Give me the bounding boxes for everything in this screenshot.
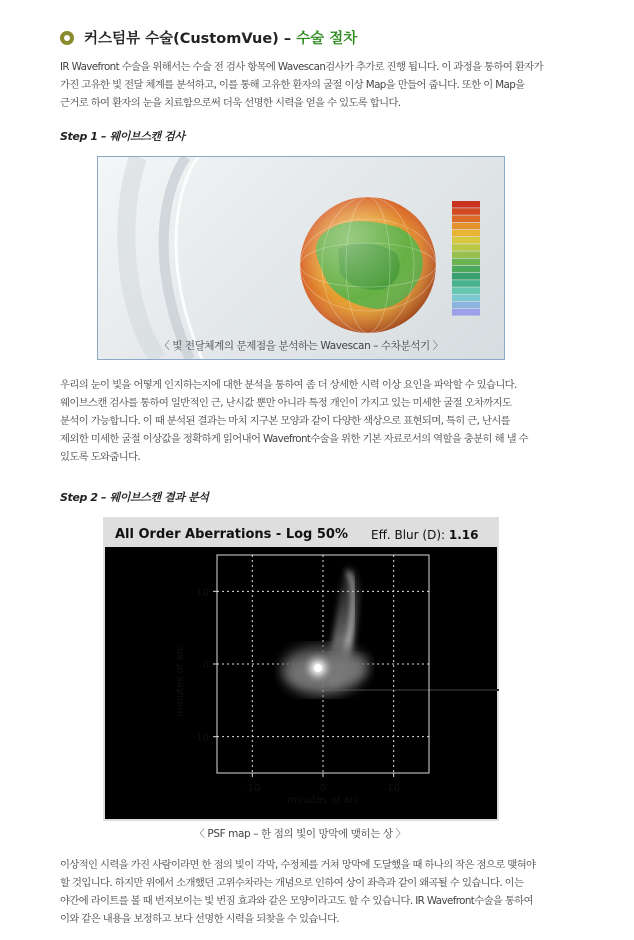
analysis-line: 있도록 도와줍니다. <box>60 451 141 463</box>
legend-swatch <box>452 244 480 251</box>
legend-swatch <box>452 223 480 230</box>
legend-swatch <box>452 259 480 266</box>
legend-swatch <box>452 302 480 309</box>
conclusion-line: 할 것입니다. 하지만 위에서 소개했던 고위수차라는 개념으로 인하여 상이 좌측과 같이 왜곡될 수 있습니다. 이는 <box>60 877 524 889</box>
conclusion-line: 이상적인 시력을 가진 사람이라면 한 점의 빛이 각막, 수정체를 거쳐 망막에 도달했을 때 하나의 작은 점으로 맺혀야 <box>60 859 536 871</box>
legend-swatch <box>452 295 480 302</box>
title-main: 커스텀뷰 수술(CustomVue) – <box>84 31 297 47</box>
intro-paragraph <box>60 58 548 112</box>
psf-plot <box>103 517 499 821</box>
y-axis-label: minutes of arc <box>175 645 186 717</box>
x-tick-label: 0 <box>319 783 327 794</box>
psf-caption: 〈 PSF map – 한 점의 빛이 망막에 맺히는 상 〉 <box>194 828 406 840</box>
legend-swatch <box>452 251 480 258</box>
conclusion-line: 이와 같은 내용을 보정하고 보다 선명한 시력을 되찾을 수 있습니다. <box>60 913 340 925</box>
analysis-line: 웨이브스캔 검사를 통하여 일반적인 근, 난시값 뿐만 아니라 특정 개인이 가지고 있는 미세한 굴절 오차까지도 <box>60 397 512 409</box>
legend-swatch <box>452 280 480 287</box>
legend-swatch <box>452 230 480 237</box>
analysis-line: 분석이 가능합니다. 이 때 분석된 결과는 마치 지구본 모양과 같이 다양한 색상으로 표현되며, 특히 근, 난시를 <box>60 415 511 427</box>
legend-swatch <box>452 287 480 294</box>
intro-line: IR Wavefront 수술을 위해서는 수술 전 검사 항목에 Wavescan검사가 추가로 진행 됩니다. 이 과정을 통하여 환자가 <box>60 61 543 73</box>
psf-peak-core <box>314 664 322 672</box>
y-tick-label: -10 <box>192 732 209 744</box>
wavescan-illustration <box>98 157 504 359</box>
y-tick-label: 10 <box>196 587 209 599</box>
conclusion-line: 야간에 라이트를 볼 때 번져보이는 빛 번짐 효과와 같은 모양이라고도 할 수 있습니다. IR Wavefront수술을 통하여 <box>60 895 533 907</box>
legend-swatch <box>452 237 480 244</box>
chart-title: All Order Aberrations - Log 50% <box>115 527 349 542</box>
title-highlight: 수술 절차 <box>296 31 358 47</box>
legend-swatch <box>452 273 480 280</box>
x-tick-label: 10 <box>387 783 401 794</box>
color-scale-legend <box>452 201 480 316</box>
eff-blur-value: 1.16 <box>448 528 479 542</box>
conclusion-paragraph <box>60 856 548 928</box>
eff-blur-label: Eff. Blur (D): <box>371 528 446 542</box>
legend-swatch <box>452 201 480 208</box>
intro-line: 가진 고유한 빛 전달 체계를 분석하고, 이를 통해 고유한 환자의 굴절 이상 Map을 만들어 줍니다. 또한 이 Map을 <box>60 79 525 91</box>
x-axis-label: minutes of arc <box>287 795 359 806</box>
intro-line: 근거로 하여 환자의 눈을 치료함으로써 더욱 선명한 시력을 얻을 수 있도록 합니다. <box>60 97 401 109</box>
step1-heading: Step 1 – 웨이브스캔 검사 <box>60 130 185 143</box>
wavescan-caption: 〈 빛 전달체계의 문제점을 분석하는 Wavescan – 수차분석기 〉 <box>159 340 443 352</box>
legend-swatch <box>452 208 480 215</box>
x-tick-label: -10 <box>244 783 261 794</box>
legend-swatch <box>452 266 480 273</box>
bullet-icon <box>60 31 74 45</box>
psf-map-figure <box>103 517 499 821</box>
analysis-paragraph <box>60 376 548 466</box>
legend-swatch <box>452 309 480 316</box>
analysis-line: 우리의 눈이 빛을 어떻게 인지하는지에 대한 분석을 통하여 좀 더 상세한 시력 이상 요인을 파악할 수 있습니다. <box>60 379 517 391</box>
step2-heading: Step 2 – 웨이브스캔 결과 분석 <box>60 491 209 504</box>
wavescan-figure <box>97 156 505 360</box>
page-title <box>84 27 357 48</box>
section-header <box>60 27 357 48</box>
y-tick-label: 0 <box>202 660 209 671</box>
legend-swatch <box>452 215 480 222</box>
analysis-line: 제외한 미세한 굴절 이상값을 정확하게 읽어내어 Wavefront수술을 위한 기본 자료로서의 역할을 충분히 해 낼 수 <box>60 433 528 445</box>
